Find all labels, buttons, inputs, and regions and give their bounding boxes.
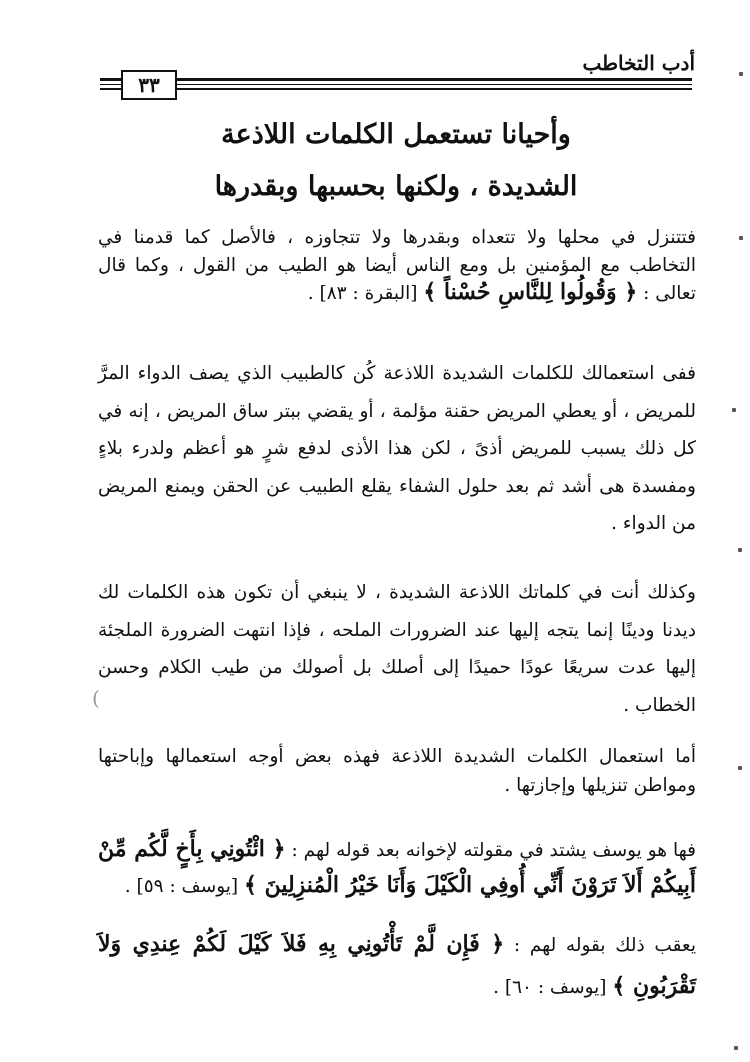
paragraph bbox=[98, 574, 696, 724]
paragraph bbox=[98, 224, 696, 308]
verse-reference: [يوسف : ٦٠] . bbox=[493, 977, 607, 998]
scan-bracket-mark: ( bbox=[92, 686, 100, 710]
scan-speck bbox=[734, 1046, 738, 1050]
paragraph bbox=[98, 355, 696, 543]
paragraph bbox=[98, 924, 696, 1008]
paragraph-text: ففى استعمالك للكلمات الشديدة اللاذعة كُن كالطبيب الذي يصف الدواء المرَّ للمريض ، أو يعطي المريض حقنة مؤلمة ، أو يقضي ببتر ساق المريض ، إنه في كل ذلك يسبب للمريض أذىً ، لكن هذا الأذى لدفع شرٍ هو أعظم ولدرء بلاءٍ ومفسدة هى أشد ثم بعد حلول الشفاء يقلع الطبيب عن الحقن ويمنع المريض من الدواء . bbox=[98, 363, 696, 534]
paragraph-text: أما استعمال الكلمات الشديدة اللاذعة فهذه بعض أوجه استعمالها وإباحتها ومواطن تنزيلها وإجازتها . bbox=[98, 746, 696, 796]
verse-reference: [البقرة : ٨٣] . bbox=[307, 283, 418, 304]
paragraph bbox=[98, 832, 696, 904]
scan-speck bbox=[739, 236, 743, 240]
page-number: ٣٣ bbox=[121, 70, 177, 100]
scan-speck bbox=[732, 408, 736, 412]
header-rule bbox=[100, 88, 692, 90]
scan-speck bbox=[738, 548, 742, 552]
verse-reference: [يوسف : ٥٩] . bbox=[124, 876, 239, 897]
scan-speck bbox=[739, 72, 743, 76]
section-heading: وأحيانا تستعمل الكلمات اللاذعة bbox=[221, 119, 571, 150]
header-rule bbox=[100, 84, 692, 85]
quran-verse: ﴿ وَقُولُوا لِلنَّاسِ حُسْناً ﴾ bbox=[423, 279, 638, 305]
paragraph-text: فتتنزل في محلها ولا تتعداه وبقدرها ولا تتجاوزه ، فالأصل كما قدمنا في التخاطب مع المؤمنين بل ومع الناس أيضا هو الطيب من القول ، وكما قال تعالى : bbox=[98, 227, 696, 304]
paragraph bbox=[98, 742, 696, 800]
scan-speck bbox=[738, 766, 742, 770]
paragraph-text: يعقب ذلك بقوله لهم : bbox=[513, 935, 696, 956]
paragraph-text: فها هو يوسف يشتد في مقولته لإخوانه بعد قوله لهم : bbox=[291, 840, 697, 861]
section-heading: الشديدة ، ولكنها بحسبها وبقدرها bbox=[214, 171, 578, 202]
paragraph-text: وكذلك أنت في كلماتك اللاذعة الشديدة ، لا ينبغي أن تكون هذه الكلمات لك ديدنا ودينًا إنما يتجه إليها عند الضرورات الملحه ، فإذا انتهت الضرورة الملجئة إليها عدت سريعًا عودًا حميدًا إلى أصلك بل أصولك من طيب الكلام وحسن الخطاب . bbox=[98, 582, 696, 716]
quran-verse: ﴿ ائْتُونِي بِأَخٍ لَّكُم مِّنْ أَبِيكُمْ أَلاَ تَرَوْنَ أَنِّي أُوفِي الْكَيْلَ وَأَنَا خَيْرُ الْمُنزِلِينَ ﴾ bbox=[98, 836, 696, 898]
header-rule bbox=[100, 78, 692, 81]
running-header-title: أدب التخاطب bbox=[582, 51, 695, 75]
quran-verse: ﴿ فَإِن لَّمْ تَأْتُونِي بِهِ فَلاَ كَيْلَ لَكُمْ عِندِي وَلاَ تَقْرَبُونِ ﴾ bbox=[98, 931, 696, 999]
